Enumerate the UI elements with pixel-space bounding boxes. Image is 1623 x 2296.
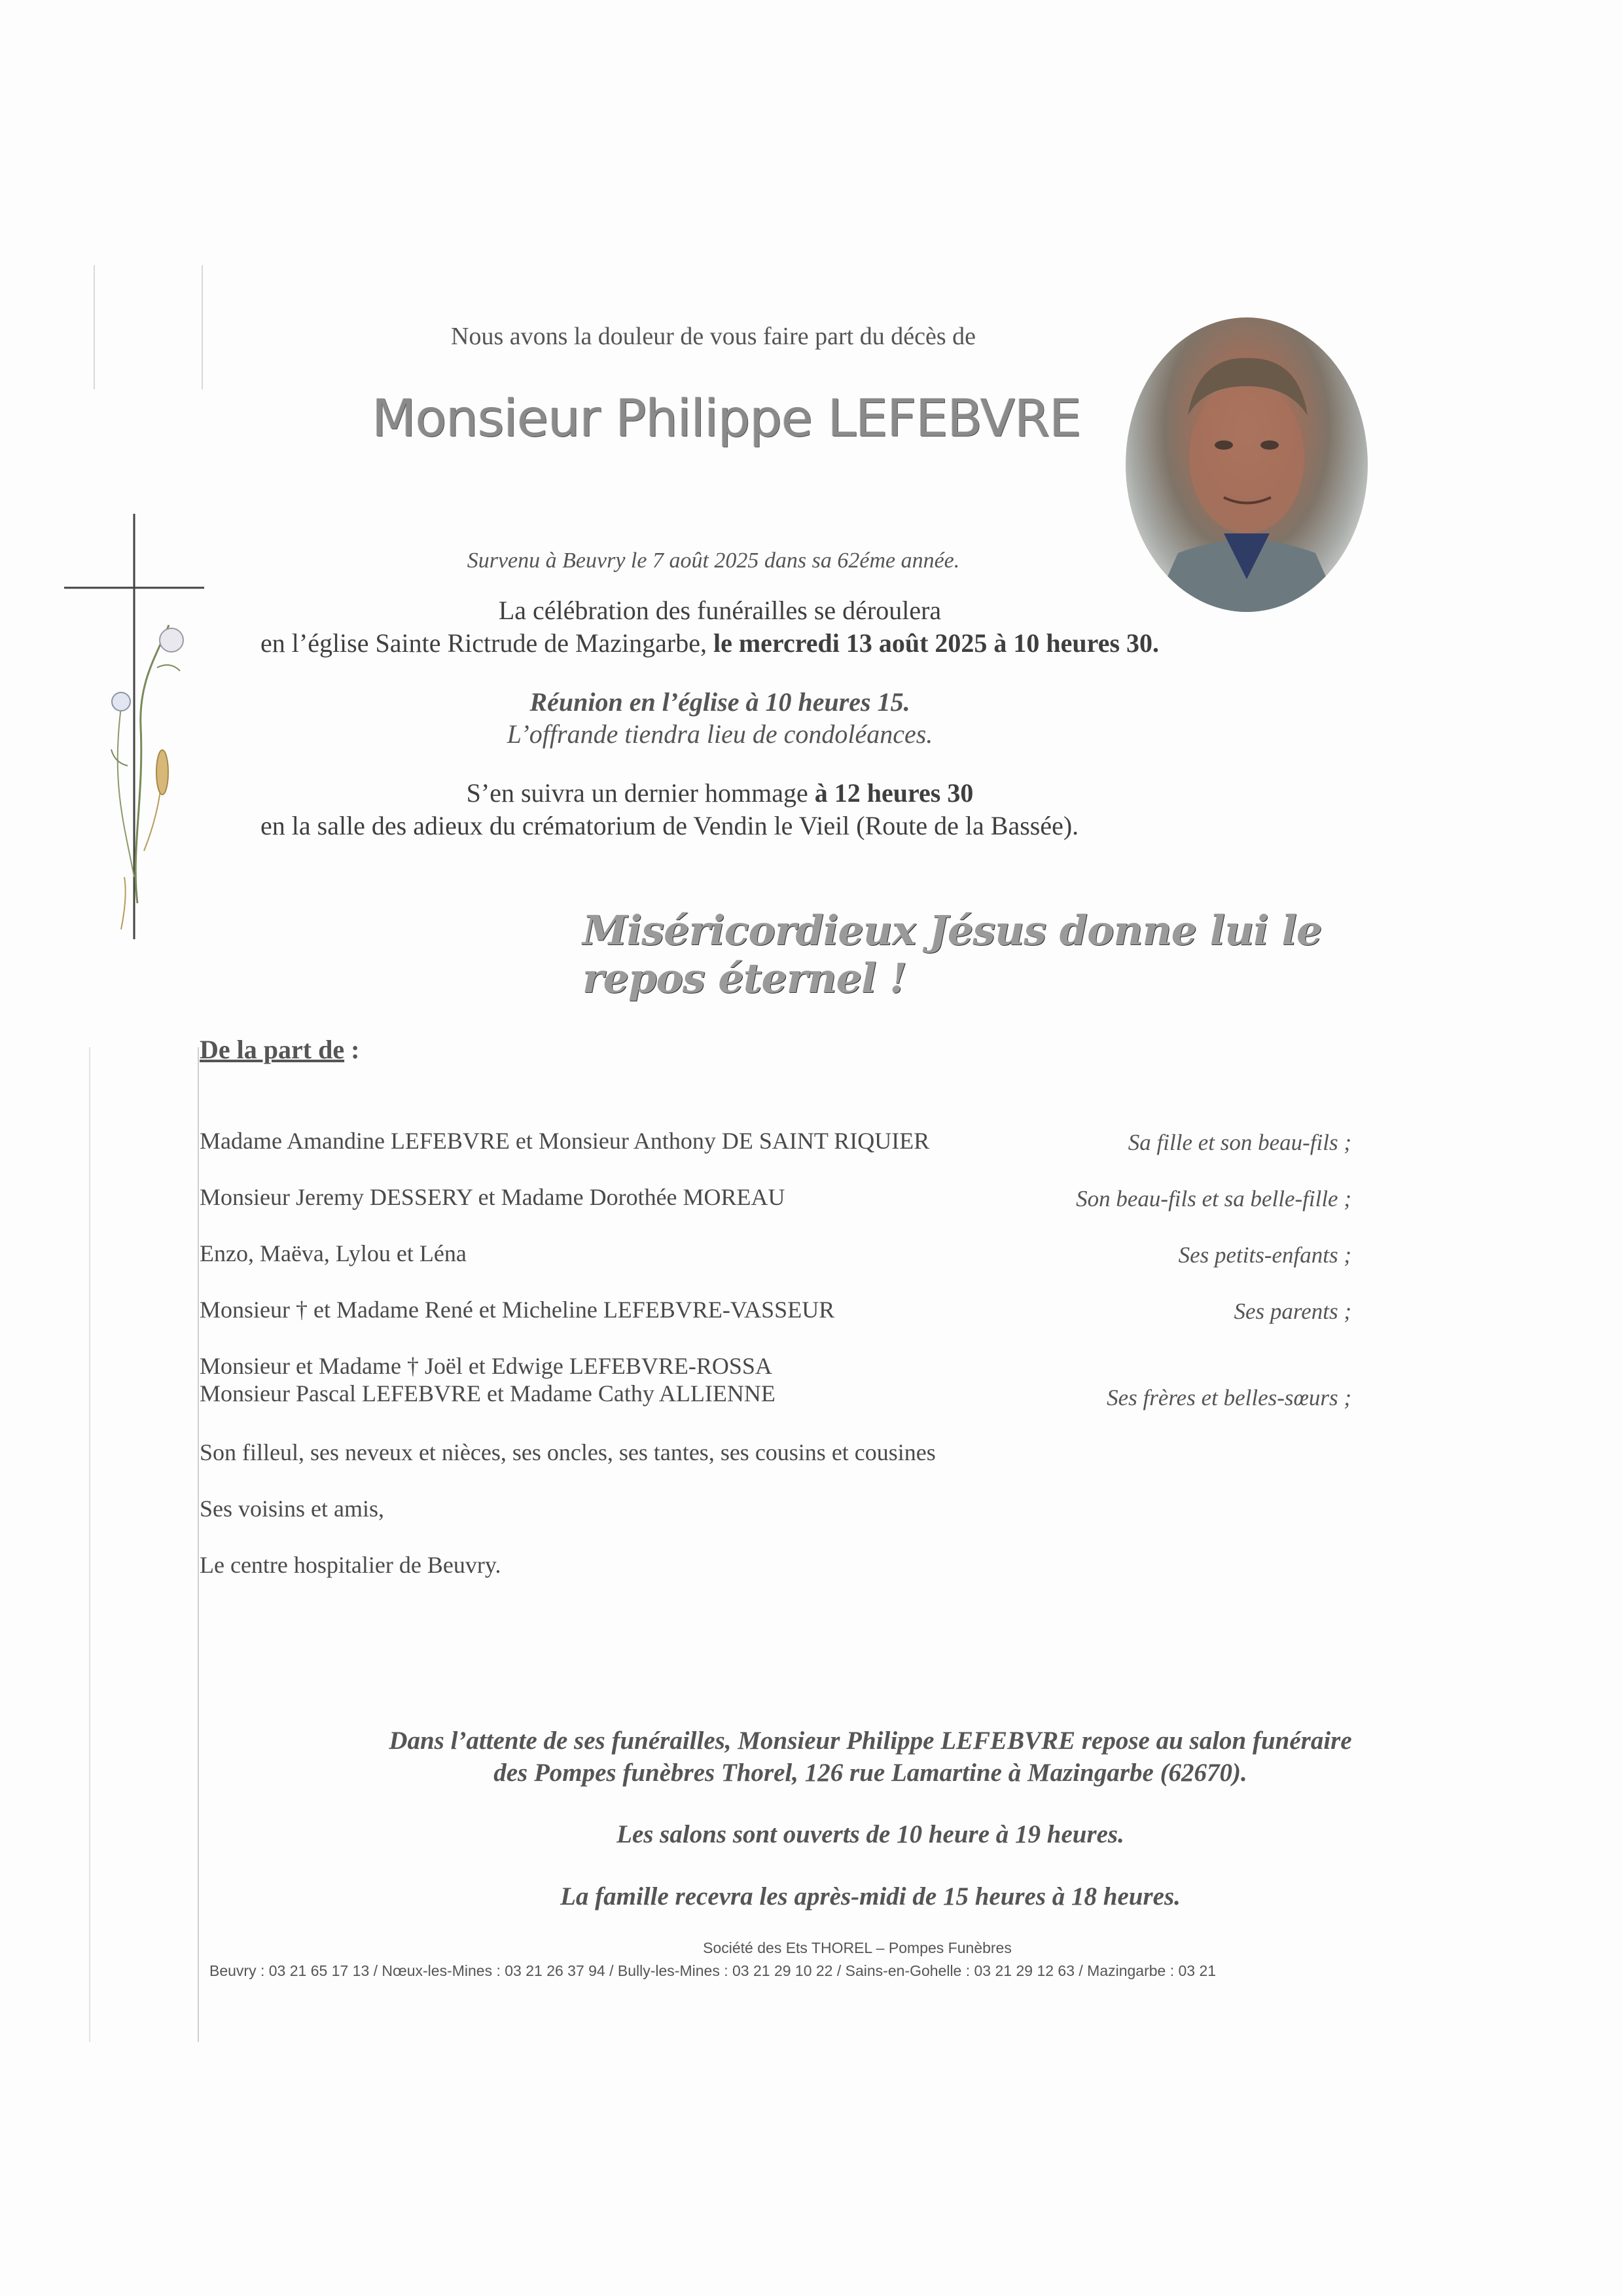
portrait-photo (1126, 317, 1368, 612)
scan-line (202, 265, 203, 389)
family-relation: Ses frères et belles-sœurs ; (1107, 1385, 1351, 1410)
salon-hours: Les salons sont ouverts de 10 heure à 19 heures. (616, 1820, 1124, 1848)
ceremony-line-2 (260, 627, 1373, 660)
family-names-2: Monsieur Pascal LEFEBVRE et Madame Cathy ALLIENNE (200, 1380, 776, 1407)
family-entry (200, 1551, 1351, 1579)
deceased-name: Monsieur Philippe LEFEBVRE (372, 389, 1081, 448)
family-entry (200, 1127, 1351, 1155)
family-entry (200, 1495, 1351, 1522)
company-name: Société des Ets THOREL – Pompes Funèbres (703, 1939, 1012, 1956)
family-relation: Sa fille et son beau-fils ; (1128, 1130, 1351, 1155)
scan-line (89, 1047, 90, 2042)
family-names: Ses voisins et amis, (200, 1496, 385, 1522)
ceremony-place: en l’église Sainte Rictrude de Mazingarbe, (260, 628, 713, 658)
scan-line (94, 265, 95, 389)
salon-line-2: des Pompes funèbres Thorel, 126 rue Lamartine à Mazingarbe (62670). (493, 1759, 1247, 1787)
family-entry (200, 1439, 1351, 1466)
family-relation: Son beau-fils et sa belle-fille ; (1076, 1186, 1351, 1211)
hommage-text: S’en suivra un dernier hommage (466, 778, 815, 808)
date-of-death: Survenu à Beuvry le 7 août 2025 dans sa 62éme année. (467, 548, 960, 573)
family-visiting-hours: La famille recevra les après-midi de 15 heures à 18 heures. (560, 1882, 1181, 1910)
offrande-text: L’offrande tiendra lieu de condoléances. (507, 719, 933, 749)
family-heading (200, 1034, 359, 1065)
crematorium-line: en la salle des adieux du crématorium de Vendin le Vieil (Route de la Bassée). (260, 811, 1079, 840)
family-entry (200, 1352, 1351, 1410)
intro-text: Nous avons la douleur de vous faire part du décès de (451, 323, 976, 350)
family-entry (200, 1183, 1351, 1211)
family-names: Monsieur et Madame † Joël et Edwige LEFEBVRE-ROSSA (200, 1353, 772, 1379)
ceremony-line-1: La célébration des funérailles se déroulera (498, 596, 942, 625)
family-names: Son filleul, ses neveux et nièces, ses oncles, ses tantes, ses cousins et cousines (200, 1439, 936, 1465)
family-heading-label: De la part de (200, 1035, 345, 1064)
family-names: Monsieur † et Madame René et Micheline LEFEBVRE-VASSEUR (200, 1297, 835, 1323)
family-names: Madame Amandine LEFEBVRE et Monsieur Anthony DE SAINT RIQUIER (200, 1128, 930, 1154)
hommage-time: à 12 heures 30 (814, 778, 974, 808)
ceremony-date: le mercredi 13 août 2025 à 10 heures 30. (713, 628, 1160, 658)
company-phones: Beuvry : 03 21 65 17 13 / Nœux-les-Mines : 03 21 26 37 94 / Bully-les-Mines : 03 21 29 10 22 / Sains-en-Gohelle : 03 21 29 12 63 / Mazingarbe : 03 21 (209, 1962, 1217, 1979)
family-names: Le centre hospitalier de Beuvry. (200, 1552, 501, 1578)
family-entry (200, 1240, 1351, 1267)
family-entry (200, 1296, 1351, 1323)
family-names: Enzo, Maëva, Lylou et Léna (200, 1240, 467, 1266)
family-relation: Ses petits-enfants ; (1178, 1242, 1351, 1268)
prayer-text: Miséricordieux Jésus donne lui le repos éternel ! (582, 906, 1322, 1002)
cross-with-flowers-icon (59, 511, 216, 942)
salon-line-1: Dans l’attente de ses funérailles, Monsieur Philippe LEFEBVRE repose au salon funéraire (389, 1727, 1352, 1755)
family-names: Monsieur Jeremy DESSERY et Madame Dorothée MOREAU (200, 1184, 785, 1210)
reunion-text: Réunion en l’église à 10 heures 15. (529, 687, 910, 717)
family-relation: Ses parents ; (1234, 1299, 1351, 1324)
hommage-line (196, 777, 1243, 810)
family-heading-colon: : (344, 1035, 360, 1064)
